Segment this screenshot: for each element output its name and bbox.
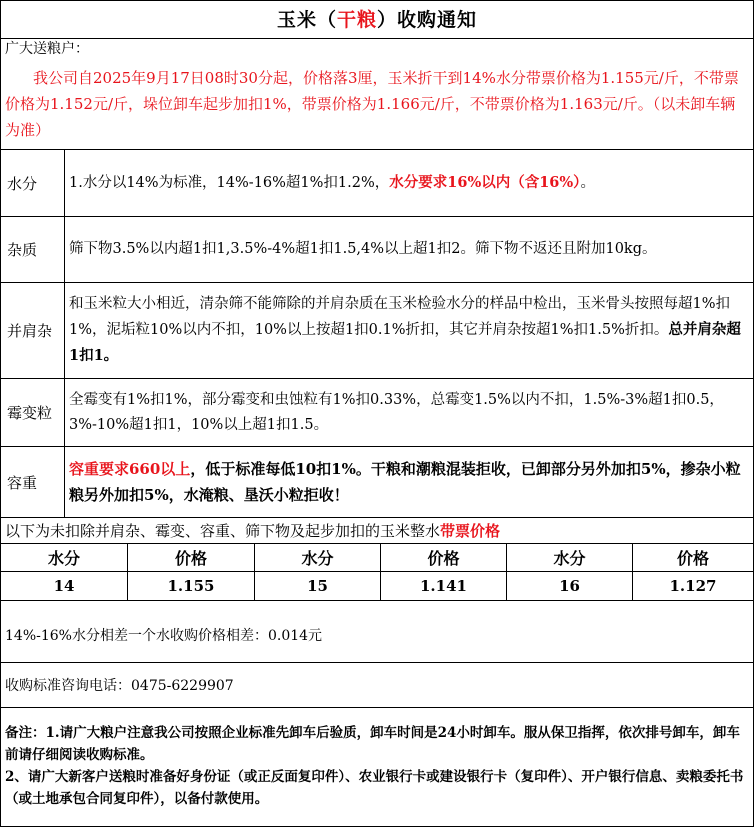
- consult-phone: [1, 663, 753, 708]
- price-table-caption: [1, 518, 753, 544]
- price-table: [1, 544, 753, 601]
- volume-weight-text: [65, 447, 753, 517]
- price-table-caption-highlight: 带票价格: [440, 522, 501, 540]
- moisture-requirement: 水分要求16%以内（含16%）: [389, 174, 581, 191]
- shoulder-impurity-label: 并肩杂: [1, 283, 65, 378]
- consult-phone-text: 收购标准咨询电话：0475-6229907: [5, 678, 234, 694]
- volume-weight-label: 容重: [1, 447, 65, 517]
- price-notice: [1, 60, 753, 150]
- moisture-text: [65, 150, 753, 216]
- price-table-header-row: [1, 544, 753, 572]
- header-moisture-3: 水分: [507, 544, 633, 572]
- value-price-1: 1.155: [128, 572, 255, 601]
- title-suffix: ）收购通知: [377, 9, 478, 31]
- price-difference-text: 14%-16%水分相差一个水收购价格相差：0.014元: [5, 627, 323, 644]
- impurity-row: [1, 217, 753, 283]
- value-moisture-3: 16: [507, 572, 633, 601]
- mold-label: 霉变粒: [1, 379, 65, 446]
- impurity-rule: 筛下物3.5%以内超1扣1,3.5%-4%超1扣1.5,4%以上超1扣2。筛下物不返还且附加10kg。: [69, 241, 657, 257]
- price-notice-text: 我公司自2025年9月17日08时30分起，价格落3厘，玉米折干到14%水分带票价格为1.155元/斤，不带票价格为1.152元/斤，垛位卸车起步加扣1%，带票价格为1.166元/斤，不带票价格为1.163元/斤。（以未卸车辆为准）: [5, 69, 739, 139]
- price-difference: [1, 601, 753, 663]
- value-price-3: 1.127: [633, 572, 754, 601]
- impurity-text: [65, 217, 753, 282]
- moisture-rule: 1.水分以14%为标准，14%-16%超1%扣1.2%，: [69, 175, 390, 191]
- value-moisture-1: 14: [1, 572, 128, 601]
- mold-row: [1, 379, 753, 447]
- volume-weight-row: [1, 447, 753, 518]
- header-price-1: 价格: [128, 544, 255, 572]
- page-title: [1, 1, 753, 39]
- remarks: [1, 708, 753, 826]
- title-highlight: 干粮: [336, 9, 377, 31]
- moisture-row: [1, 150, 753, 217]
- impurity-label: 杂质: [1, 217, 65, 282]
- shoulder-impurity-rule: 和玉米粒大小相近，清杂筛不能筛除的并肩杂质在玉米检验水分的样品中检出，玉米骨头按照每超1%扣1%，泥垢粒10%以内不扣，10%以上按超1扣0.1%折扣，其它并肩杂按超1%扣1.5%折扣。: [69, 296, 730, 338]
- shoulder-impurity-row: [1, 283, 753, 379]
- price-table-caption-text: 以下为未扣除并肩杂、霉变、容重、筛下物及起步加扣的玉米整水: [5, 522, 441, 540]
- value-price-2: 1.141: [381, 572, 507, 601]
- remark-2: 2、请广大新客户送粮时准备好身份证（或正反面复印件）、农业银行卡或建设银行卡（复印件）、开户银行信息、卖粮委托书（或土地承包合同复印件），以备付款使用。: [5, 769, 744, 807]
- mold-text: [65, 379, 753, 446]
- volume-weight-requirement: 容重要求660以上: [69, 460, 191, 478]
- header-price-2: 价格: [381, 544, 507, 572]
- header-moisture-1: 水分: [1, 544, 128, 572]
- header-price-3: 价格: [633, 544, 754, 572]
- shoulder-impurity-total: 总并肩杂超1扣1。: [69, 321, 741, 364]
- mold-rule: 全霉变有1%扣1%，部分霉变和虫蚀粒有1%扣0.33%，总霉变1.5%以内不扣，1.5%-3%超1扣0.5，3%-10%超1扣1，10%以上超1扣1.5。: [69, 391, 724, 433]
- greeting: 广大送粮户：: [5, 41, 89, 57]
- moisture-label: 水分: [1, 150, 65, 216]
- header-moisture-2: 水分: [255, 544, 381, 572]
- title-prefix: 玉米（: [276, 9, 337, 31]
- remark-1: 备注：1.请广大粮户注意我公司按照企业标准先卸车后验质，卸车时间是24小时卸车。服从保卫指挥，依次排号卸车，卸车前请仔细阅读收购标准。: [5, 725, 740, 763]
- value-moisture-2: 15: [255, 572, 381, 601]
- volume-weight-rule: ，低于标准每低10扣1%。干粮和潮粮混装拒收，已卸部分另外加扣5%，掺杂小粒粮另外加扣5%，水淹粮、垦沃小粒拒收！: [69, 460, 741, 504]
- shoulder-impurity-text: [65, 283, 753, 378]
- moisture-end: 。: [580, 175, 595, 191]
- price-table-value-row: [1, 572, 753, 601]
